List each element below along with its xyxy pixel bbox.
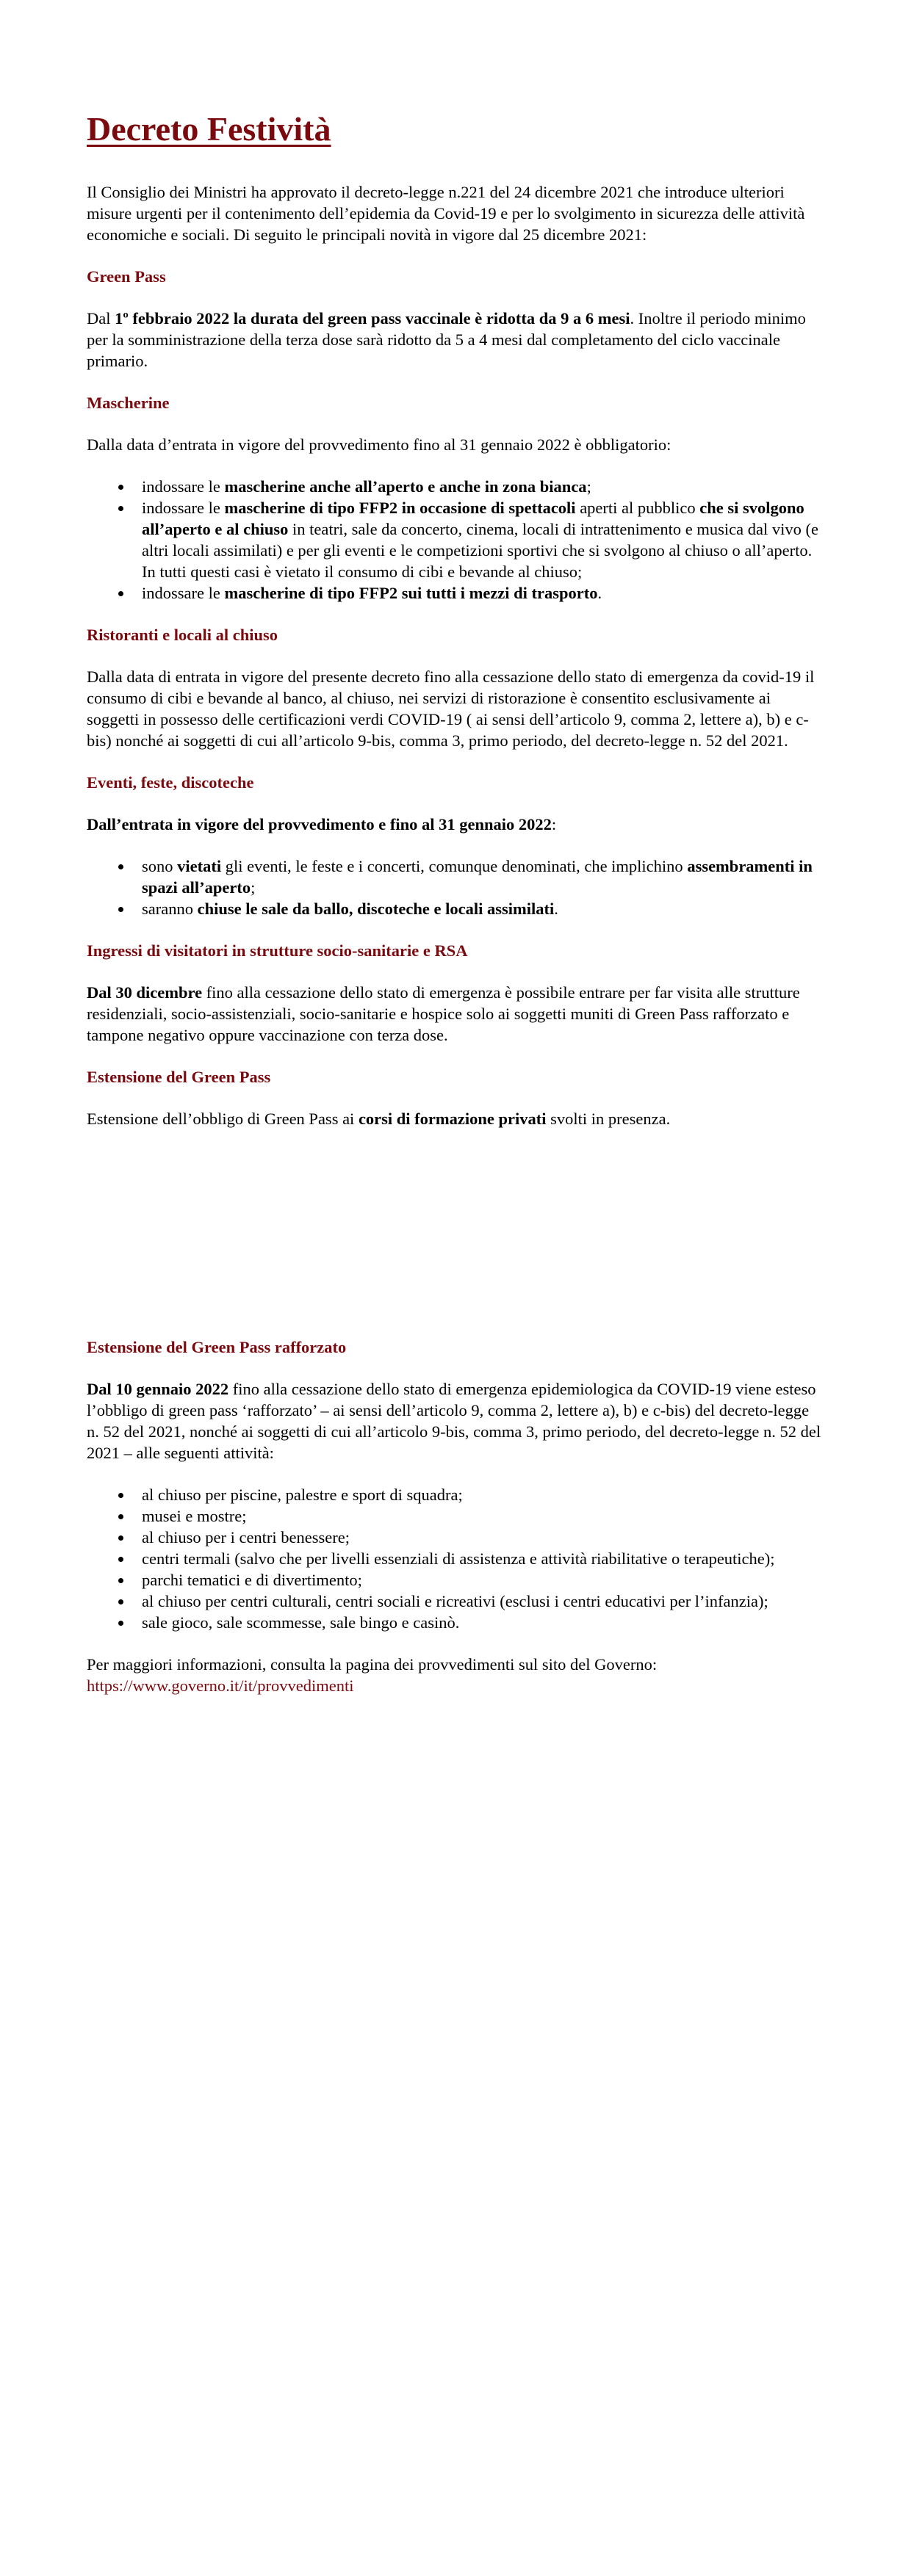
section-heading-green-pass: Green Pass bbox=[87, 267, 166, 286]
list-item: parchi tematici e di divertimento; bbox=[142, 1569, 823, 1591]
section-heading-mascherine: Mascherine bbox=[87, 393, 170, 412]
list-item: al chiuso per piscine, palestre e sport di squadra; bbox=[142, 1484, 823, 1505]
eventi-intro: Dall’entrata in vigore del provvedimento e fino al 31 gennaio 2022: bbox=[87, 814, 557, 833]
mascherine-list bbox=[87, 476, 823, 604]
intro-paragraph: Il Consiglio dei Ministri ha approvato il decreto-legge n.221 del 24 dicembre 2021 che introduce ulteriori misure urgenti per il contenimento dell’epidemia da Covid-19 e per lo svolgimento in sicurezza delle attività economiche e sociali. Di seguito le principali novità in vigore dal 25 dicembre 2021: bbox=[87, 182, 805, 244]
section-heading-ristoranti: Ristoranti e locali al chiuso bbox=[87, 625, 278, 644]
list-item: saranno chiuse le sale da ballo, discoteche e locali assimilati. bbox=[142, 898, 823, 919]
section-heading-rafforzato: Estensione del Green Pass rafforzato bbox=[87, 1337, 347, 1356]
list-item: indossare le mascherine di tipo FFP2 in occasione di spettacoli aperti al pubblico che si svolgono all’aperto e al chiuso in teatri, sale da concerto, cinema, locali di intrattenimento e musica dal vivo (e altri locali assimilati) e per gli eventi e le competizioni sportivi che si svolgono al chiuso o all’aperto. In tutti questi casi è vietato il consumo di cibi e bevande al chiuso; bbox=[142, 497, 823, 582]
section-heading-rsa: Ingressi di visitatori in strutture socio-sanitarie e RSA bbox=[87, 941, 468, 960]
mascherine-intro: Dalla data d’entrata in vigore del provvedimento fino al 31 gennaio 2022 è obbligatorio: bbox=[87, 435, 671, 454]
list-item: indossare le mascherine di tipo FFP2 sui tutti i mezzi di trasporto. bbox=[142, 582, 823, 604]
list-item: indossare le mascherine anche all’aperto e anche in zona bianca; bbox=[142, 476, 823, 497]
rsa-paragraph: Dal 30 dicembre fino alla cessazione dello stato di emergenza è possibile entrare per far visita alle strutture residenziali, socio-assistenziali, socio-sanitarie e hospice solo ai soggetti muniti di Green Pass rafforzato e tampone negativo oppure vaccinazione con terza dose. bbox=[87, 983, 800, 1044]
list-item: musei e mostre; bbox=[142, 1505, 823, 1527]
page-title: Decreto Festività bbox=[87, 110, 331, 148]
green-pass-paragraph: Dal 1º febbraio 2022 la durata del green pass vaccinale è ridotta da 9 a 6 mesi. Inoltre il periodo minimo per la somministrazione della terza dose sarà ridotto da 5 a 4 mesi dal completamento del ciclo vaccinale primario. bbox=[87, 308, 806, 370]
ristoranti-paragraph: Dalla data di entrata in vigore del presente decreto fino alla cessazione dello stato di emergenza da covid-19 il consumo di cibi e bevande al banco, al chiuso, nei servizi di ristorazione è consentito esclusivamente ai soggetti in possesso delle certificazioni verdi COVID-19 ( ai sensi dell’articolo 9, comma 2, lettere a), b) e c-bis) nonché ai soggetti di cui all’articolo 9-bis, comma 3, primo periodo, del decreto-legge n. 52 del 2021. bbox=[87, 667, 815, 750]
list-item: sono vietati gli eventi, le feste e i concerti, comunque denominati, che implichino assembramenti in spazi all’aperto; bbox=[142, 855, 823, 898]
estensione-paragraph: Estensione dell’obbligo di Green Pass ai corsi di formazione privati svolti in presenza. bbox=[87, 1109, 671, 1128]
list-item: sale gioco, sale scommesse, sale bingo e casinò. bbox=[142, 1612, 823, 1633]
list-item: centri termali (salvo che per livelli essenziali di assistenza e attività riabilitative o terapeutiche); bbox=[142, 1548, 823, 1569]
section-heading-estensione: Estensione del Green Pass bbox=[87, 1067, 271, 1086]
section-heading-eventi: Eventi, feste, discoteche bbox=[87, 773, 254, 792]
eventi-list bbox=[87, 855, 823, 919]
governo-link[interactable]: https://www.governo.it/it/provvedimenti bbox=[87, 1676, 354, 1695]
list-item: al chiuso per i centri benessere; bbox=[142, 1527, 823, 1548]
rafforzato-list bbox=[87, 1484, 823, 1633]
footer-paragraph: Per maggiori informazioni, consulta la pagina dei provvedimenti sul sito del Governo: https://www.governo.it/it/provvedimenti bbox=[87, 1654, 658, 1695]
rafforzato-paragraph: Dal 10 gennaio 2022 fino alla cessazione dello stato di emergenza epidemiologica da COVID-19 viene esteso l’obbligo di green pass ‘rafforzato’ – ai sensi dell’articolo 9, comma 2, lettere a), b) e c-bis) del decreto-legge n. 52 del 2021, nonché ai soggetti di cui all’articolo 9-bis, comma 3, primo periodo, del decreto-legge n. 52 del 2021 – alle seguenti attività: bbox=[87, 1379, 821, 1462]
list-item: al chiuso per centri culturali, centri sociali e ricreativi (esclusi i centri educativi per l’infanzia); bbox=[142, 1591, 823, 1612]
